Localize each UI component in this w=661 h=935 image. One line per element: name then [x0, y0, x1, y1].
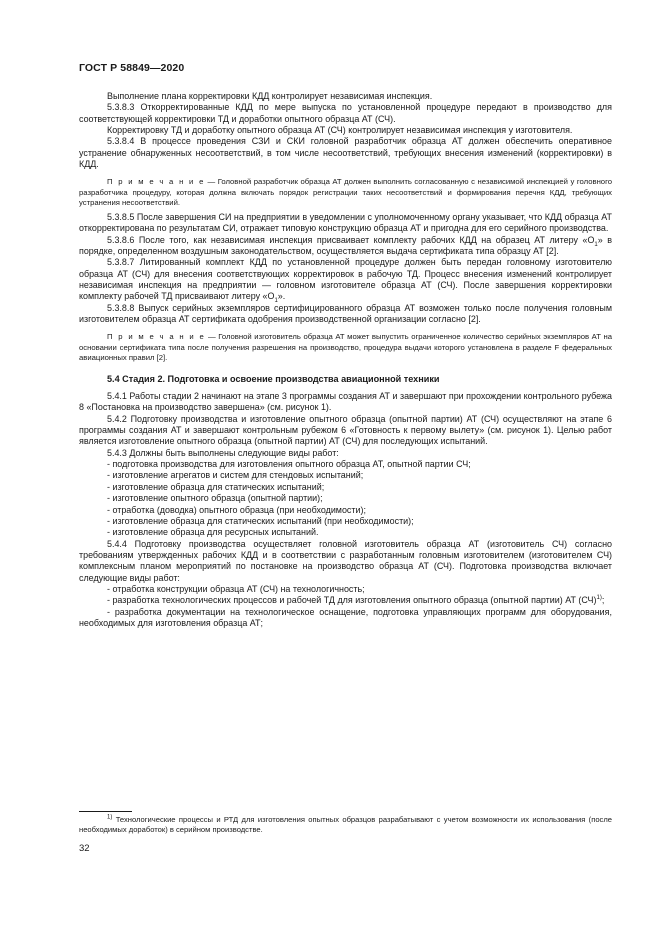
- text-segment: ».: [277, 291, 286, 302]
- list-item: - изготовление образца для ресурсных испытаний.: [107, 527, 319, 538]
- text-segment: 5.3.8.6 После того, как независимая инспекция присваивает комплекту рабочих КДД на образец АТ литеру «О: [107, 234, 595, 245]
- footnote-separator: [79, 811, 132, 812]
- page-number: 32: [79, 843, 90, 854]
- list-item: - отработка конструкции образца АТ (СЧ) на технологичность;: [107, 583, 365, 594]
- list-item: - подготовка производства для изготовления опытного образца АТ, опытной партии СЧ;: [107, 459, 471, 470]
- note-label: П р и м е ч а н и е: [107, 177, 205, 187]
- footnote-ref[interactable]: 1): [596, 595, 602, 602]
- subscript: 1: [274, 298, 278, 305]
- paragraph: Корректировку ТД и доработку опытного образца АТ (СЧ) контролирует независимая инспекция у изготовителя.: [107, 125, 573, 136]
- paragraph-5-3-8-8: 5.3.8.8 Выпуск серийных экземпляров сертифицированного образца АТ возможен только после получения головным изготовителем образца АТ сертификата одобрения производственной организации согласно [2].: [79, 302, 612, 325]
- section-heading-5-4: 5.4 Стадия 2. Подготовка и освоение производства авиационной техники: [107, 374, 440, 385]
- paragraph-5-4-3: 5.4.3 Должны быть выполнены следующие виды работ:: [107, 447, 339, 458]
- list-item: - изготовление агрегатов и систем для стендовых испытаний;: [107, 470, 364, 481]
- footnote-body: Технологические процессы и РТД для изготовления опытных образцов разрабатывают с учетом возможности их использования (после необходимых доработок) в серийном производстве.: [79, 815, 612, 834]
- list-item: - отработка (доводка) опытного образца (при необходимости);: [107, 504, 366, 515]
- note-label: П р и м е ч а н и е: [107, 332, 206, 342]
- paragraph-5-3-8-5: 5.3.8.5 После завершения СИ на предприятии в уведомлении с уполномоченному органу указывает, что КДД образца АТ откорректирована по результатам СИ, отражает типовую конструкцию образца АТ и пригодна для его серийного производства.: [79, 212, 612, 234]
- paragraph-5-4-2: 5.4.2 Подготовку производства и изготовление опытного образца (опытной партии) АТ (СЧ) осуществляют на этапе 6 программы создания АТ и завершают контрольным рубежом 6 «Готовность к первому вылету» (см. рисунок 1). Целью работ является изготовление опытного образца (опытной партии) АТ (СЧ) для последующих испытаний.: [79, 413, 612, 447]
- list-item: - изготовление образца для статических испытаний (при необходимости);: [107, 515, 414, 526]
- list-item: [79, 595, 612, 606]
- footnote-text: [79, 815, 612, 835]
- note-body: — Головной изготовитель образца АТ может выпустить ограниченное количество серийных экземпляров АТ на основании сертификата типа после получения разрешения на производство, процедура выдачи которого установлена в разделе F федеральных авиационных правил [2].: [79, 332, 613, 362]
- paragraph-5-3-8-4: 5.3.8.4 В процессе проведения СЗИ и СКИ головной разработчик образца АТ должен обеспечить оперативное устранение обнаруженных несоответствий, в том числе несоответствий, требующих внесения изменений (корректировки) в КДД.: [79, 136, 612, 170]
- list-item: - разработка документации на технологическое оснащение, подготовка управляющих программ для оборудования, необходимых для изготовления образца АТ;: [79, 606, 612, 628]
- paragraph-5-3-8-6: [79, 235, 612, 258]
- text-segment: » в порядке, определенном воздушным законодательством, осуществляется выдача сертификата типа образцу АТ [2].: [79, 234, 612, 257]
- note-block: [79, 177, 612, 208]
- paragraph-5-3-8-3: 5.3.8.3 Откорректированные КДД по мере выпуска по установленной процедуре передают в производство для соответствующей корректировки ТД и доработки опытного образца АТ (СЧ).: [79, 102, 612, 124]
- note-text: [79, 332, 612, 363]
- note-block: [79, 332, 612, 363]
- text-segment: - разработка технологических процессов и рабочей ТД для изготовления опытного образца (опытной партии) АТ (СЧ): [107, 595, 597, 606]
- footnote-mark: 1): [107, 814, 113, 821]
- subscript: 1: [594, 241, 598, 248]
- paragraph: Выполнение плана корректировки КДД контролирует независимая инспекция.: [107, 91, 433, 101]
- text-segment: ;: [601, 595, 605, 606]
- list-item: - изготовление опытного образца (опытной партии);: [107, 493, 323, 504]
- note-body: — Головной разработчик образца АТ должен выполнить согласованную с независимой инспекцией у головного разработчика процедуру, которая должна включать порядок регистрации таких несоответствий и формирования перечня КДД, требующих устранения несоответствий.: [79, 177, 612, 207]
- text-segment: 5.3.8.7 Литированный комплект КДД по установленной процедуре должен быть передан головному изготовителю образца АТ (СЧ) для внесения соответствующих корректировок в рабочую ТД. Процесс внесения изменений контролирует независимая инспекция на предприятии — головном изготовителе образца АТ (СЧ). После завершения корректировки комплекту рабочей ТД присваивают литеру «О: [79, 257, 612, 302]
- paragraph-5-4-1: 5.4.1 Работы стадии 2 начинают на этапе 3 программы создания АТ и завершают при прохождении контрольного рубежа 8 «Постановка на производство завершена» (см. рисунок 1).: [79, 391, 612, 413]
- footnote: [79, 815, 612, 835]
- main-content: [79, 91, 612, 629]
- note-text: [79, 177, 612, 208]
- list-item: - изготовление образца для статических испытаний;: [107, 481, 325, 492]
- paragraph-5-3-8-7: [79, 257, 612, 305]
- paragraph-5-4-4: 5.4.4 Подготовку производства осуществляет головной изготовитель образца АТ (изготовитель СЧ) согласно требованиям утвержденных рабочих КДД и в соответствии с разработанным головным изготовителем (изготовителем СЧ) комплексным планом мероприятий по постановке на производство образца АТ (СЧ). Подготовка производства включает следующие виды работ:: [79, 538, 612, 583]
- standard-header: ГОСТ Р 58849—2020: [79, 62, 185, 74]
